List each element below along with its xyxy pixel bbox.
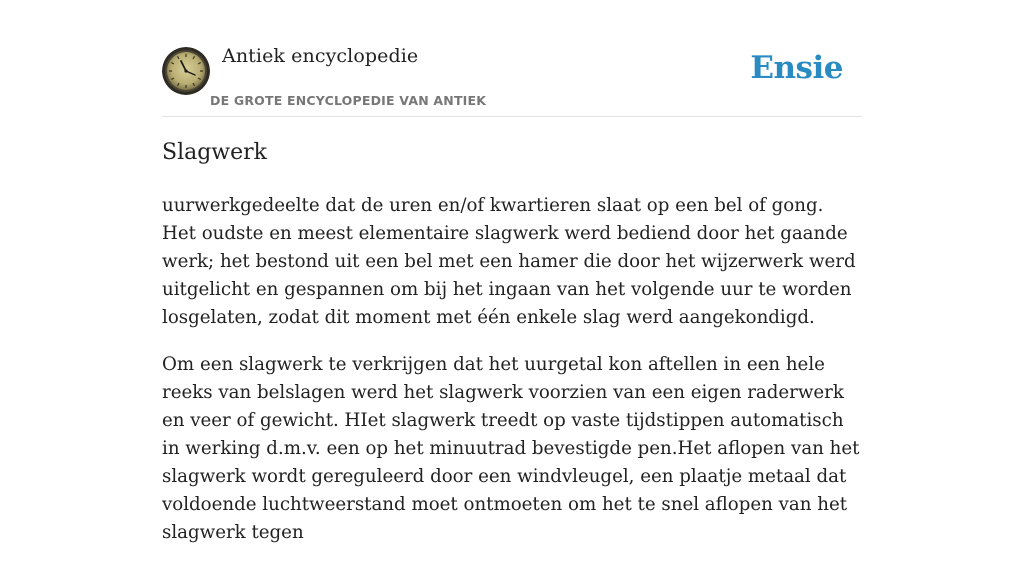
site-subtitle: DE GROTE ENCYCLOPEDIE VAN ANTIEK xyxy=(210,93,487,108)
site-header xyxy=(162,0,862,117)
site-title[interactable]: Antiek encyclopedie xyxy=(222,45,419,67)
page-container xyxy=(162,0,862,543)
article-title: Slagwerk xyxy=(162,140,268,165)
brand-logo-link[interactable]: Ensie xyxy=(750,50,843,86)
article-body xyxy=(162,192,862,566)
clock-icon[interactable] xyxy=(162,47,210,95)
article-paragraph: uurwerkgedeelte dat de uren en/of kwartieren slaat op een bel of gong. Het oudste en meest elementaire slagwerk werd bediend door het gaande werk; het bestond uit een bel met een hamer die door het wijzerwerk werd uitgelicht en gespannen om bij het ingaan van het volgende uur te worden losgelaten, zodat dit moment met één enkele slag werd aangekondigd. xyxy=(162,195,856,328)
article-paragraph: Om een slagwerk te verkrijgen dat het uurgetal kon aftellen in een hele reeks van belslagen werd het slagwerk voorzien van een eigen raderwerk en veer of gewicht. HIet slagwerk treedt op vaste tijdstippen automatisch in werking d.m.v. een op het minuutrad bevestigde pen.Het aflopen van het slagwerk wordt gereguleerd door een windvleugel, een plaatje metaal dat voldoende luchtweerstand moet ontmoeten om het te snel aflopen van het slagwerk tegen xyxy=(162,354,860,543)
